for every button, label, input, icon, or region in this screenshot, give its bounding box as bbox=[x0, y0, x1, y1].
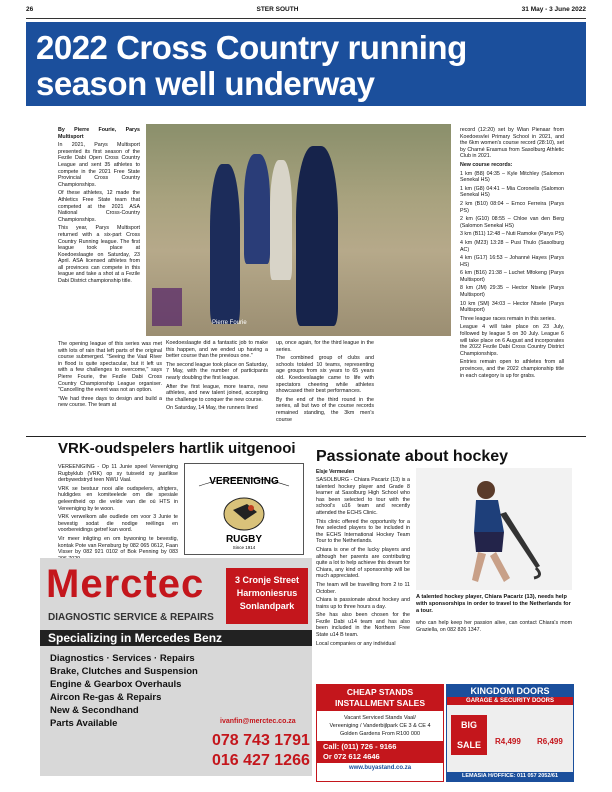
kingdom-footer: LEMASIA H/OFFICE: 011 057 2052/61 bbox=[447, 772, 573, 781]
service-item: Engine & Gearbox Overhauls bbox=[50, 679, 182, 690]
record-item: 10 km (SM) 34:03 – Hector Ntsele (Parys Multisport) bbox=[460, 300, 564, 314]
xc-paragraph: By the end of the third round in the series, all but two of the course records remained standing, the 3km men's course bbox=[276, 396, 374, 423]
hockey-paragraph: who can help keep her passion alive, can contact Chiara's mom Graziella, on 082 826 1347. bbox=[416, 620, 572, 633]
xc-paragraph: League 4 will take place on 23 July, followed by league 5 on 30 July. League 6 will take place on 6 August and incorporates the 2022 Fezile Dabi Cross Country District Championships. bbox=[460, 324, 564, 357]
kingdom-subtitle: GARAGE & SECURITY DOORS bbox=[447, 697, 573, 705]
kingdom-doors-ad bbox=[446, 684, 574, 782]
hockey-column-2 bbox=[416, 620, 572, 635]
stands-call: Call: (011) 726 - 9166 bbox=[323, 742, 397, 751]
hockey-paragraph: This clinic offered the opportunity for a few selected players to be included in the ECHS International Hockey Team Tour to the Netherlands. bbox=[316, 518, 410, 545]
xc-column-4 bbox=[460, 127, 564, 381]
vrk-paragraph: Vir meer inligting en om bywoning te bevestig, kontak Pote van Rensburg by 082 065 0612, Faan Visser by 082 921 0102 of Bok Penning by 083 bbox=[58, 535, 178, 556]
hockey-title: Passionate about hockey bbox=[316, 448, 509, 465]
service-item: Parts Available bbox=[50, 718, 118, 729]
merctec-email: ivanfin@merctec.co.za bbox=[220, 718, 296, 725]
xc-column-3 bbox=[276, 340, 374, 425]
stands-title2: INSTALLMENT SALES bbox=[334, 698, 426, 708]
stands-line: Golden Gardens From R100 000 bbox=[339, 731, 421, 737]
xc-paragraph: Three league races remain in this series. bbox=[460, 315, 556, 322]
vrk-logo-since: Since 1914 bbox=[232, 545, 256, 550]
record-item: 2 km (B10) 08:04 – Ernco Ferreira (Parys PS) bbox=[460, 200, 564, 214]
photo-credit: Pierre Fourie bbox=[212, 320, 247, 326]
xc-paragraph: Entries remain open to athletes from all provinces, and the 2022 championship title in each category is up for grabs. bbox=[460, 359, 564, 379]
merctec-specialising: Specializing in Mercedes Benz bbox=[40, 630, 312, 646]
cheap-stands-ad bbox=[316, 684, 444, 782]
vrk-logo bbox=[184, 463, 304, 555]
xc-paragraph: Of these athletes, 12 made the Athletics Free State team that competed at the 2021 ASA National Cross-Country Championships. bbox=[58, 190, 140, 223]
kingdom-price1: R4,499 bbox=[495, 737, 521, 746]
record-item: 1 km (G8) 04:41 – Mia Coronelis (Salomon Senekal HS) bbox=[460, 185, 564, 199]
service-item: Diagnostics · Services · Repairs bbox=[50, 653, 195, 664]
record-item: 2 km (G10) 08:55 – Chloe van den Berg (Salomon Senekal HS) bbox=[460, 216, 564, 229]
kingdom-sale: BIG SALE bbox=[451, 715, 487, 755]
xc-paragraph: The second league took place on Saturday, 7 May, with the number of participants nearly doubling the first league. bbox=[166, 361, 268, 381]
hockey-caption: A talented hockey player, Chiara Pacariz (13), needs help with sponsorships in order to travel to the Netherlands for a tour. bbox=[416, 594, 571, 614]
vrk-logo-bottom: RUGBY bbox=[225, 534, 263, 545]
vrk-paragraph: VRK se bestuur nooi alle oudspelers, afrigters, huldigdes en komiteelede om die spesiale geleentheid op die velde van die oú HTS in Vereeniging by te woon. bbox=[58, 485, 178, 512]
xc-paragraph: This year, Parys Multisport returned with a six-part Cross Country Running league. The first league took place at Koedoeslaagte on Saturday, 23 April. ASA licensed athletes from all provinces can compete in this league and take a shot at a Fezile Dabi District championship title. bbox=[58, 225, 140, 285]
xc-paragraph: The opening league of this series was met with lots of rain that left parts of the original course submerged. "Seeing the Vaal River in flood is quite spectacular, but it left us with a few challenges to overcome," says Pierre Fourie, the Fezile Dabi Cross Country Championship League organiser. "Cancelling the event was not an option. bbox=[58, 341, 162, 394]
publication-name: STER SOUTH bbox=[256, 6, 299, 13]
xc-paragraph: After the first league, more teams, new athletes, and new talent joined, accepting the challenge to conquer the new course. bbox=[166, 383, 268, 403]
runners-photo bbox=[146, 124, 451, 336]
record-item: 3 km (B11) 12:48 – Nuti Ramoke (Parys PS) bbox=[460, 231, 564, 238]
hockey-paragraph: Local companies or any individual bbox=[316, 640, 396, 647]
record-item: 6 km (B16) 21:38 – Luchet Mfokeng (Parys Multisport) bbox=[460, 270, 564, 283]
merctec-phone1: 078 743 1791 bbox=[212, 732, 310, 749]
vrk-column bbox=[58, 464, 178, 564]
issue-date: 31 May - 3 June 2022 bbox=[521, 6, 586, 13]
kingdom-name: KINGDOM DOORS bbox=[447, 685, 573, 697]
service-item: New & Secondhand bbox=[50, 705, 139, 716]
merctec-phone2: 016 427 1266 bbox=[212, 752, 310, 769]
page-folio bbox=[26, 6, 586, 19]
vrk-paragraph: VRK verwelkom alle oudlede om voor 3 Junie te bevestig sodat die nodige reëlings en voorbereidings getref kan word. bbox=[58, 514, 178, 534]
merctec-ad bbox=[40, 558, 312, 776]
hockey-paragraph: She has also been chosen for the Fezile Dabi u14 team and has also been included in the Northern Free State u14 B team. bbox=[316, 612, 410, 639]
hockey-byline: Elsje Vermeulen bbox=[316, 469, 355, 475]
stands-line: Vacant Serviced Stands Vaal/ bbox=[344, 715, 416, 721]
xc-paragraph: record (12:20) set by Wian Pienaar from Koedoesvlei Primary School in 2021, and the 6km women's course record (28:10), set by Charné Erasmus from Sasolburg Athletic Club in 2021. bbox=[460, 127, 564, 160]
vrk-paragraph: VEREENIGING - Op 11 Junie speel Vereeniging Rugbyklub (VRK) op sy tuisveld sy jaarlikse derbywedstryd teen NWU Vaal. bbox=[58, 464, 178, 484]
merctec-address bbox=[226, 568, 308, 624]
hockey-paragraph: SASOLBURG - Chiara Pacariz (13) is a talented hockey player and Grade 8 learner at Sasolburg High School who has been selected to tour with the school's u16 team and recently attended the ECHS Clinic. bbox=[316, 477, 410, 516]
headline bbox=[26, 22, 586, 102]
service-item: Brake, Clutches and Suspension bbox=[50, 666, 198, 677]
hockey-paragraph: The team will be travelling from 2 to 11 October. bbox=[316, 581, 410, 595]
stands-or: Or 072 612 4646 bbox=[323, 752, 380, 761]
records-heading: New course records: bbox=[460, 161, 513, 168]
address-line: 3 Cronje Street bbox=[234, 575, 300, 585]
vrk-title: VRK-oudspelers hartlik uitgenooi bbox=[58, 440, 296, 457]
headline-banner bbox=[26, 22, 586, 106]
xc-paragraph: In 2021, Parys Multisport presented its first season of the Fezile Dabi Open Cross Country League and sent 35 athletes to compete in the 2021 Free State Provincial Cross Country Championships. bbox=[58, 142, 140, 188]
record-item: 8 km (JM) 29:35 – Hector Ntsele (Parys Multisport) bbox=[460, 285, 564, 299]
hockey-column bbox=[316, 477, 410, 649]
hockey-paragraph: Chiara is passionate about hockey and trains up to three hours a day. bbox=[316, 597, 410, 610]
headline-line2: season well underway bbox=[36, 65, 375, 102]
merctec-name: Merctec bbox=[46, 562, 205, 606]
xc-paragraph: On Saturday, 14 May, the runners lined bbox=[166, 405, 258, 412]
sponsor-logo bbox=[152, 288, 182, 326]
xc-column-2 bbox=[166, 340, 268, 414]
hockey-paragraph: Chiara is one of the lucky players and although her parents are contributing quite a lot to help achieve this dream for Chiara, any kind of sponsorship will be much appreciated. bbox=[316, 546, 410, 580]
record-item: 4 km (G17) 16:53 – Johanné Hayes (Parys HS) bbox=[460, 255, 564, 268]
byline: By Pierre Fourie, Parys Multisport bbox=[58, 127, 140, 140]
xc-paragraph: "We had three days to design and build a new course. The team at bbox=[58, 395, 162, 409]
stands-web: www.buyastand.co.za bbox=[348, 765, 412, 771]
xc-paragraph: Koedoeslaagte did a fantastic job to make this happen, and we ended up having a better course than the previous one." bbox=[166, 340, 268, 360]
page-number: 26 bbox=[26, 6, 34, 13]
vrk-logo-top: VEREENIGING bbox=[209, 476, 279, 487]
record-item: 4 km (M23) 13:28 – Pusi Thulo (Sasolburg AC) bbox=[460, 239, 564, 253]
xc-column-1b bbox=[58, 341, 162, 411]
merctec-tagline: DIAGNOSTIC SERVICE & REPAIRS bbox=[48, 612, 214, 623]
xc-column-1 bbox=[58, 127, 140, 287]
address-line: Sonlandpark bbox=[239, 601, 295, 611]
xc-paragraph: up, once again, for the third league in the series. bbox=[276, 340, 374, 353]
section-divider bbox=[26, 436, 586, 437]
service-item: Aircon Re-gas & Repairs bbox=[50, 692, 162, 703]
stands-line: Vereeniging / Vanderbijlpark CE 3 & CE 4 bbox=[329, 723, 431, 729]
record-item: 1 km (B8) 04:35 – Kyle Mitchley (Salomon Senekal HS) bbox=[460, 170, 564, 184]
headline-line1: 2022 Cross Country running bbox=[36, 29, 467, 66]
hockey-photo bbox=[416, 468, 572, 590]
stands-title1: CHEAP STANDS bbox=[346, 687, 414, 697]
kingdom-price2: R6,499 bbox=[537, 737, 563, 746]
merctec-services bbox=[50, 652, 198, 730]
address-line: Harmoniesrus bbox=[236, 588, 298, 598]
xc-paragraph: The combined group of clubs and schools totaled 10 teams, representing age groups from six years to 65 years old. Koedoeslaagte came to life with spectators cheering while athletes showcased their best performances. bbox=[276, 355, 374, 395]
